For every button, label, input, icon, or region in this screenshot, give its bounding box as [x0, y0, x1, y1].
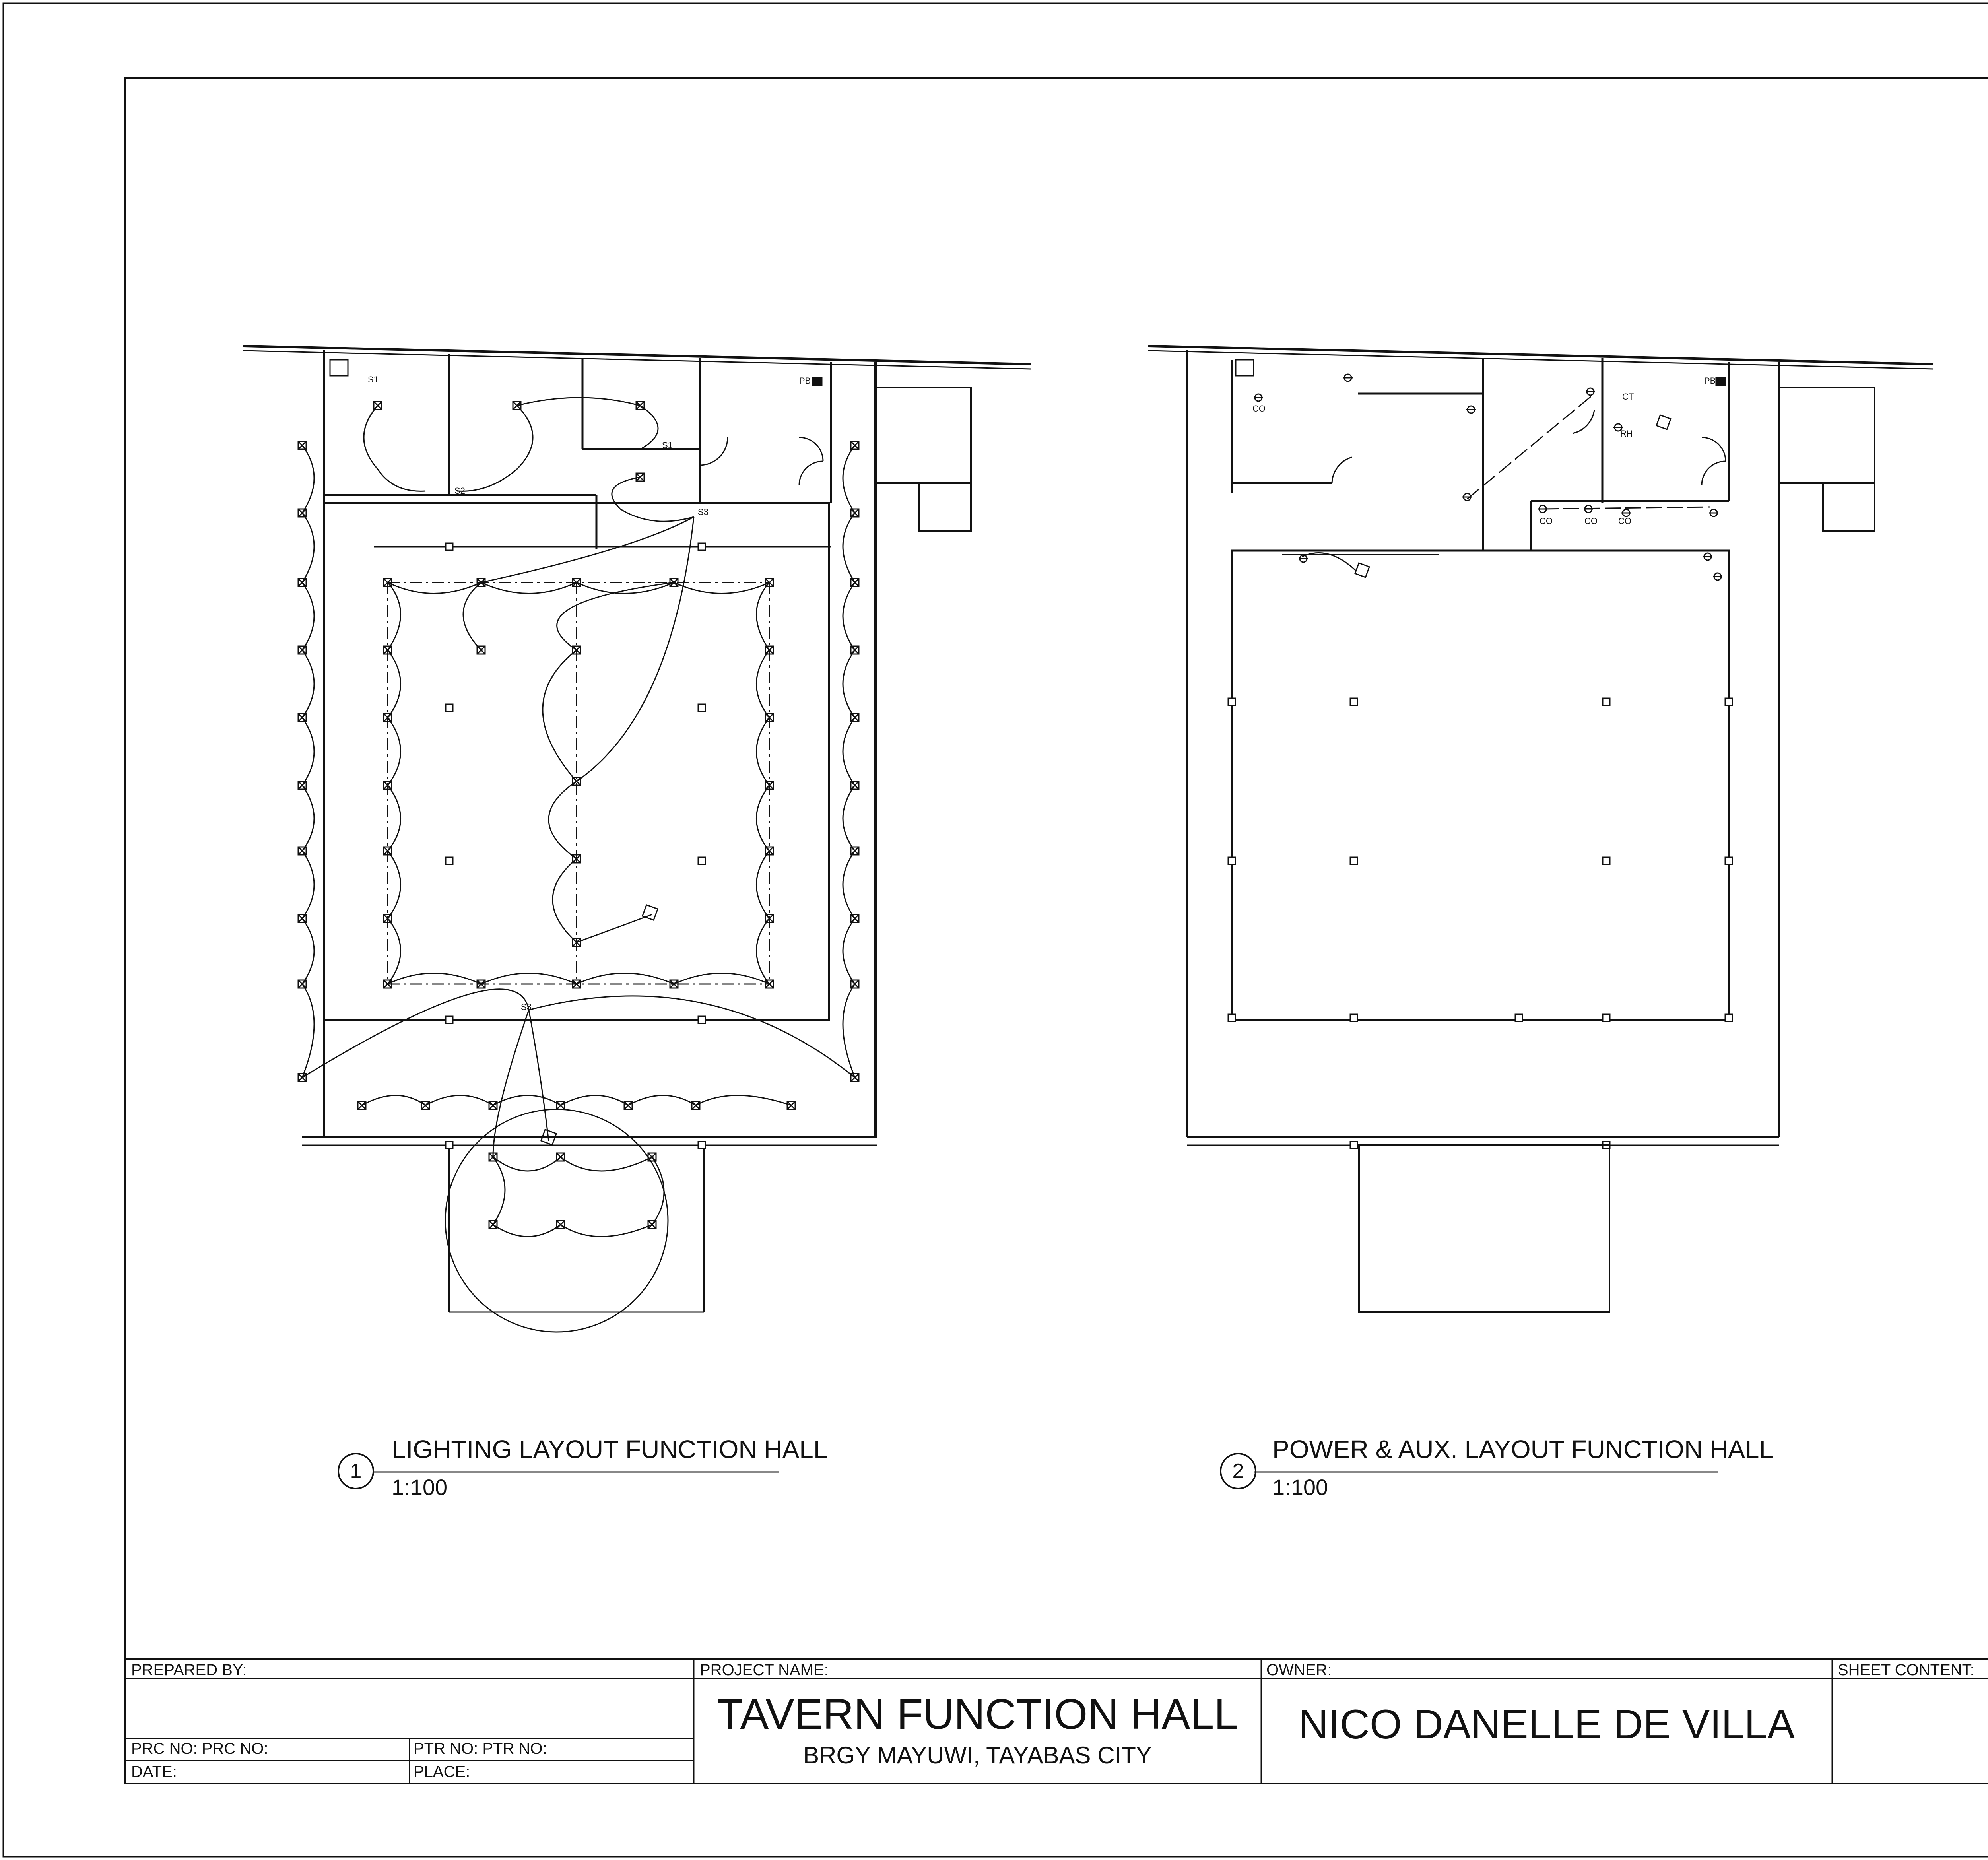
- rh-label: RH: [1620, 429, 1633, 439]
- panel-board-label: PB: [1704, 376, 1716, 386]
- project-name-label: PROJECT NAME:: [700, 1661, 829, 1679]
- project-location: BRGY MAYUWI, TAYABAS CITY: [803, 1742, 1152, 1769]
- drawing-number: 1: [338, 1453, 374, 1489]
- drawing-scale: 1:100: [392, 1475, 448, 1500]
- switch-label-s3: S3: [521, 1002, 532, 1012]
- panel-board-label: PB: [799, 376, 811, 386]
- drawing-border: [125, 78, 1988, 1784]
- owner-name: NICO DANELLE DE VILLA: [1298, 1701, 1795, 1747]
- power-plan: [1148, 346, 1933, 1312]
- co-label: CO: [1584, 516, 1598, 526]
- drawing-scale: 1:100: [1272, 1475, 1328, 1500]
- ct-label: CT: [1622, 392, 1634, 402]
- owner-label: OWNER:: [1266, 1661, 1332, 1679]
- lighting-plan-columns: [446, 543, 705, 1149]
- sheet-content: [1832, 1705, 1988, 1752]
- power-plan-columns: [1228, 698, 1732, 1149]
- sheet-content-label: SHEET CONTENT:: [1838, 1661, 1974, 1679]
- co-label: CO: [1540, 516, 1553, 526]
- outer-border: [3, 3, 1988, 1857]
- prc-no-label: PRC NO: PRC NO:: [131, 1740, 268, 1757]
- co-label: CO: [1618, 516, 1631, 526]
- co-label: CO: [1252, 404, 1266, 414]
- lighting-plan: [243, 346, 1031, 1332]
- power-outlets: [1254, 374, 1722, 580]
- switch-label-s1: S1: [368, 375, 379, 384]
- prepared-by-label: PREPARED BY:: [131, 1661, 247, 1679]
- drawing-number: 2: [1220, 1453, 1256, 1489]
- switch-label-s1: S1: [662, 440, 673, 450]
- switch-label-s2: S2: [454, 486, 465, 496]
- ptr-no-label: PTR NO: PTR NO:: [414, 1740, 547, 1757]
- date-label: DATE:: [131, 1763, 177, 1780]
- lighting-outlets: [298, 402, 859, 1229]
- project-name: TAVERN FUNCTION HALL: [717, 1690, 1238, 1738]
- drawing-title: LIGHTING LAYOUT FUNCTION HALL: [392, 1435, 828, 1464]
- lighting-circuit-lines: [302, 398, 855, 1332]
- switch-label-s3: S3: [698, 507, 709, 517]
- drawing-title: POWER & AUX. LAYOUT FUNCTION HALL: [1272, 1435, 1774, 1464]
- place-label: PLACE:: [414, 1763, 470, 1780]
